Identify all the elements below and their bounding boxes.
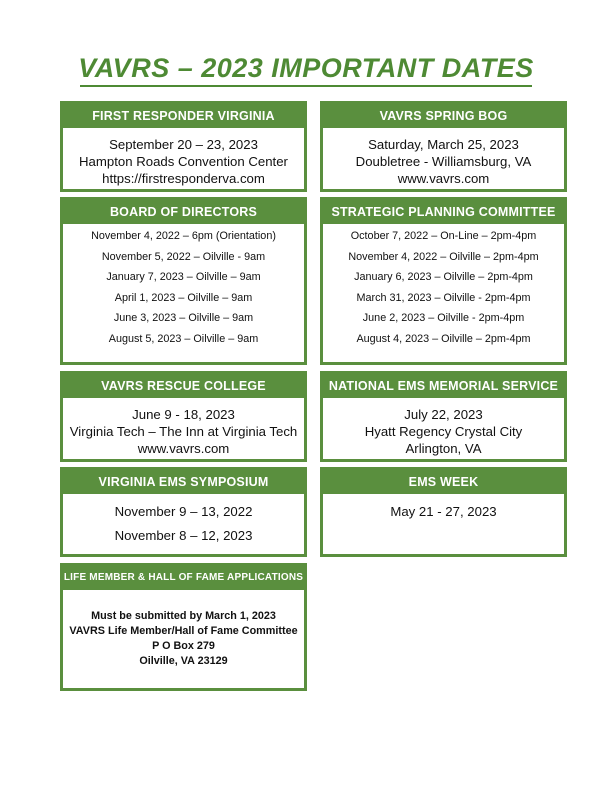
box-heading: EMS WEEK bbox=[323, 470, 564, 494]
box-heading: VAVRS RESCUE COLLEGE bbox=[63, 374, 304, 398]
city-state-zip: Oilville, VA 23129 bbox=[139, 655, 228, 667]
meeting-date: April 1, 2023 – Oilville – 9am bbox=[114, 291, 253, 304]
event-date: September 20 – 23, 2023 bbox=[109, 137, 258, 152]
strategic-planning-box bbox=[320, 197, 567, 365]
event-venue: Hampton Roads Convention Center bbox=[79, 154, 288, 169]
box-heading: STRATEGIC PLANNING COMMITTEE bbox=[323, 200, 564, 224]
title-underline bbox=[80, 85, 532, 87]
box-heading: LIFE MEMBER & HALL OF FAME APPLICATIONS bbox=[63, 566, 304, 590]
event-date: May 21 - 27, 2023 bbox=[390, 504, 497, 519]
page-title: VAVRS – 2023 IMPORTANT DATES bbox=[78, 53, 534, 83]
event-venue: Hyatt Regency Crystal City bbox=[364, 424, 523, 439]
ems-week-box bbox=[320, 467, 567, 557]
event-location: Arlington, VA bbox=[405, 441, 482, 456]
spring-bog-box bbox=[320, 101, 567, 192]
meeting-date: November 4, 2022 – Oilville – 2pm-4pm bbox=[348, 250, 539, 263]
committee-name: VAVRS Life Member/Hall of Fame Committee bbox=[69, 625, 298, 637]
meeting-date: March 31, 2023 – Oilville - 2pm-4pm bbox=[356, 291, 531, 304]
box-heading: VIRGINIA EMS SYMPOSIUM bbox=[63, 470, 304, 494]
meeting-date: June 2, 2023 – Oilville - 2pm-4pm bbox=[362, 312, 525, 324]
meeting-date: August 4, 2023 – Oilville – 2pm-4pm bbox=[356, 332, 531, 345]
event-date: Saturday, March 25, 2023 bbox=[368, 137, 519, 152]
meeting-date: November 4, 2022 – 6pm (Orientation) bbox=[91, 230, 276, 242]
box-heading: NATIONAL EMS MEMORIAL SERVICE bbox=[323, 374, 564, 398]
box-heading: FIRST RESPONDER VIRGINIA bbox=[63, 104, 304, 128]
board-of-directors-box bbox=[60, 197, 307, 365]
event-date: November 8 – 12, 2023 bbox=[114, 528, 253, 543]
event-venue: Virginia Tech – The Inn at Virginia Tech bbox=[69, 424, 298, 439]
ems-symposium-box bbox=[60, 467, 307, 557]
event-date: July 22, 2023 bbox=[404, 407, 483, 422]
po-box: P O Box 279 bbox=[152, 640, 215, 652]
memorial-service-box bbox=[320, 371, 567, 462]
event-url: https://firstresponderva.com bbox=[102, 171, 265, 186]
first-responder-box bbox=[60, 101, 307, 192]
event-url: www.vavrs.com bbox=[137, 441, 230, 456]
meeting-date: January 6, 2023 – Oilville – 2pm-4pm bbox=[354, 271, 533, 283]
meeting-date: November 5, 2022 – Oilville - 9am bbox=[101, 250, 266, 263]
meeting-date: August 5, 2023 – Oilville – 9am bbox=[108, 332, 259, 345]
meeting-date: October 7, 2022 – On-Line – 2pm-4pm bbox=[350, 230, 537, 242]
life-member-box bbox=[60, 563, 307, 691]
box-heading: VAVRS SPRING BOG bbox=[323, 104, 564, 128]
event-url: www.vavrs.com bbox=[397, 171, 490, 186]
rescue-college-box bbox=[60, 371, 307, 462]
submission-deadline: Must be submitted by March 1, 2023 bbox=[91, 610, 276, 622]
meeting-date: January 7, 2023 – Oilville – 9am bbox=[106, 271, 261, 283]
event-venue: Doubletree - Williamsburg, VA bbox=[355, 154, 532, 169]
event-date: November 9 – 13, 2022 bbox=[114, 504, 253, 519]
event-date: June 9 - 18, 2023 bbox=[132, 407, 235, 422]
meeting-date: June 3, 2023 – Oilville – 9am bbox=[113, 312, 254, 324]
box-heading: BOARD OF DIRECTORS bbox=[63, 200, 304, 224]
